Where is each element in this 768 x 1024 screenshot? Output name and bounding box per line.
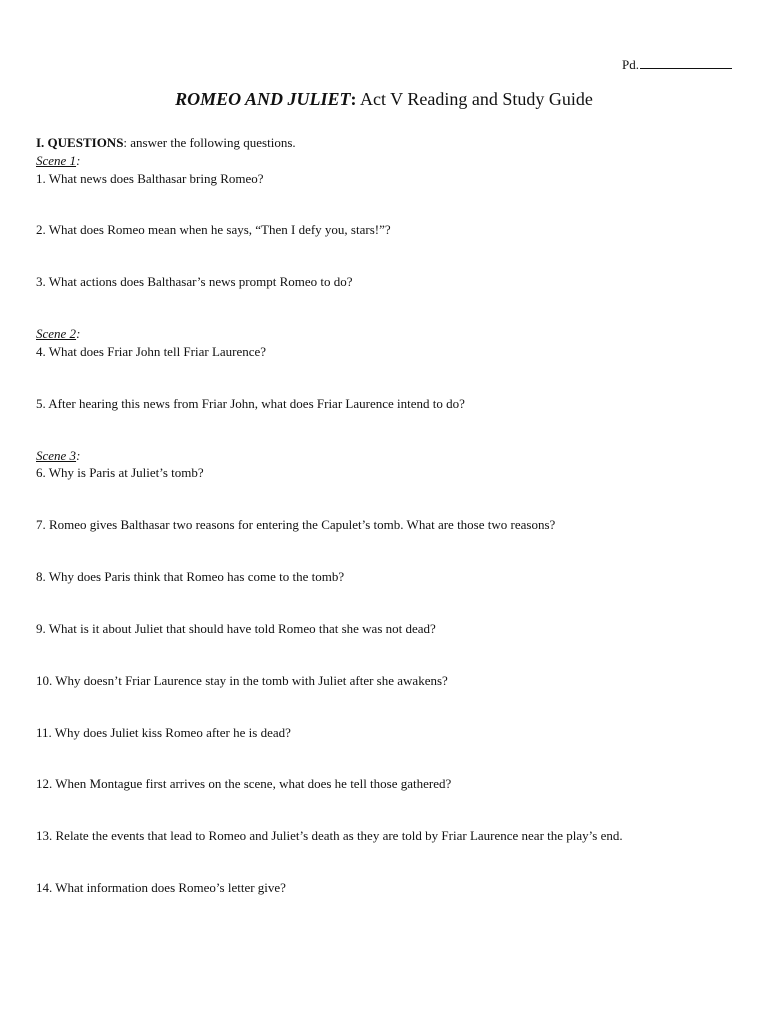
scene-2-heading xyxy=(36,326,80,342)
scene-3-colon: : xyxy=(76,448,81,463)
question-3: 3. What actions does Balthasar’s news prompt Romeo to do? xyxy=(36,274,353,289)
question-9: 9. What is it about Juliet that should have told Romeo that she was not dead? xyxy=(36,621,436,636)
scene-2-colon: : xyxy=(76,326,81,341)
page-title xyxy=(0,89,768,110)
question-7: 7. Romeo gives Balthasar two reasons for entering the Capulet’s tomb. What are those two reasons? xyxy=(36,517,556,532)
question-4: 4. What does Friar John tell Friar Laurence? xyxy=(36,344,267,359)
title-play-name: ROMEO AND JULIET xyxy=(175,89,351,109)
question-13: 13. Relate the events that lead to Romeo and Juliet’s death as they are told by Friar Laurence near the play’s end. xyxy=(36,828,623,843)
question-6: 6. Why is Paris at Juliet’s tomb? xyxy=(36,465,204,480)
scene-2-label: Scene 2 xyxy=(36,326,77,341)
period-field xyxy=(622,56,732,73)
title-colon: : xyxy=(350,89,357,109)
section-instruction: : answer the following questions. xyxy=(123,135,296,150)
scene-3-heading xyxy=(36,448,80,464)
period-label: Pd. xyxy=(622,57,639,72)
title-subtitle: Act V Reading and Study Guide xyxy=(356,89,593,109)
section-heading-label: I. QUESTIONS xyxy=(36,135,124,150)
question-10: 10. Why doesn’t Friar Laurence stay in the tomb with Juliet after she awakens? xyxy=(36,673,448,688)
scene-1-colon: : xyxy=(76,153,81,168)
question-12: 12. When Montague first arrives on the scene, what does he tell those gathered? xyxy=(36,776,452,791)
scene-1-label: Scene 1 xyxy=(36,153,77,168)
question-1: 1. What news does Balthasar bring Romeo? xyxy=(36,171,264,186)
scene-3-label: Scene 3 xyxy=(36,448,77,463)
question-2: 2. What does Romeo mean when he says, “Then I defy you, stars!”? xyxy=(36,222,391,237)
question-8: 8. Why does Paris think that Romeo has come to the tomb? xyxy=(36,569,345,584)
question-11: 11. Why does Juliet kiss Romeo after he is dead? xyxy=(36,725,291,740)
question-14: 14. What information does Romeo’s letter give? xyxy=(36,880,286,895)
question-5: 5. After hearing this news from Friar John, what does Friar Laurence intend to do? xyxy=(36,396,465,411)
section-heading xyxy=(36,135,296,151)
scene-1-heading xyxy=(36,153,80,169)
period-blank-line xyxy=(640,56,732,69)
